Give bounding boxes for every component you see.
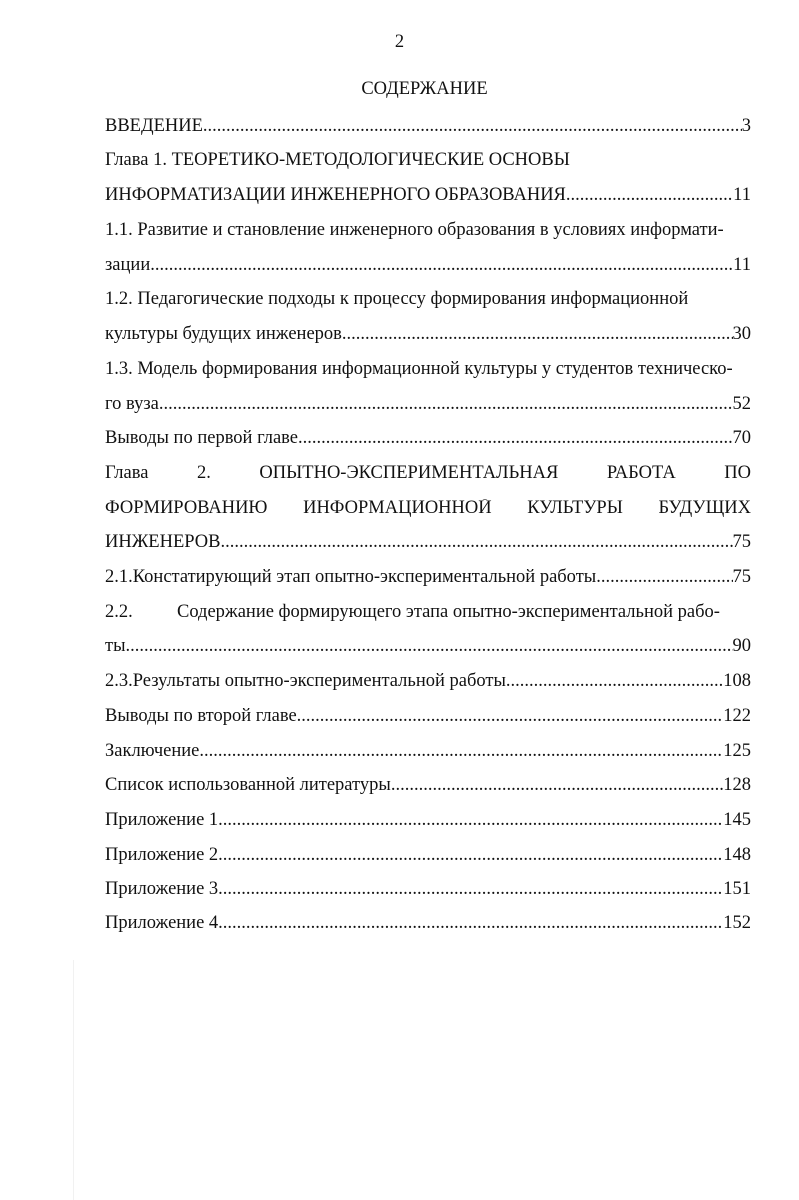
- toc-label: Глава 1. ТЕОРЕТИКО-МЕТОДОЛОГИЧЕСКИЕ ОСНОВЫ: [105, 151, 570, 170]
- toc-label: 1.1. Развитие и становление инженерного образования в условиях информати-: [105, 221, 724, 240]
- toc-entry-appendix-4: [105, 914, 751, 933]
- toc-entry-chapter2-title: [105, 464, 751, 483]
- toc-entry-conclusions-2: [105, 707, 751, 726]
- toc-label: ИНЖЕНЕРОВ: [105, 533, 221, 552]
- toc-page: 30: [732, 325, 751, 344]
- toc-entry-intro: [105, 117, 751, 136]
- toc-entry-references: [105, 776, 751, 795]
- toc-page: 148: [723, 846, 751, 865]
- toc-entry-2-3: [105, 672, 751, 691]
- toc-label: 1.2. Педагогические подходы к процессу формирования информационной: [105, 290, 689, 309]
- toc-page: 70: [732, 429, 751, 448]
- toc-entry-appendix-1: [105, 811, 751, 830]
- toc-entry-chapter2-title-cont: [105, 499, 751, 518]
- toc-number: 2.3.: [105, 672, 133, 691]
- toc-entry-chapter1: [105, 186, 751, 205]
- toc-entry-conclusions-1: [105, 429, 751, 448]
- toc-label: Заключение: [105, 742, 200, 761]
- toc-page: 52: [732, 395, 751, 414]
- toc-entry-2-1: [105, 568, 751, 587]
- toc-page: 75: [732, 568, 751, 587]
- toc-label: 1.3. Модель формирования информационной культуры у студентов техническо-: [105, 360, 733, 379]
- toc-label: Выводы по второй главе: [105, 707, 297, 726]
- toc-entry-1-2-title: [105, 290, 751, 309]
- toc-label: Содержание формирующего этапа опытно-экспериментальной рабо-: [177, 603, 720, 622]
- toc-page: 11: [733, 256, 751, 275]
- toc-label: Приложение 1: [105, 811, 219, 830]
- toc-label: Результаты опытно-экспериментальной работы: [132, 672, 506, 691]
- toc-entry-1-1: [105, 256, 751, 275]
- toc-page: 122: [723, 707, 751, 726]
- toc-label: Приложение 2: [105, 846, 219, 865]
- toc-page: 108: [723, 672, 751, 691]
- toc-label: ФОРМИРОВАНИЮ ИНФОРМАЦИОННОЙ КУЛЬТУРЫ БУДУЩИХ: [105, 499, 751, 518]
- toc-entry-chapter2: [105, 533, 751, 552]
- toc-label: культуры будущих инженеров: [105, 325, 342, 344]
- page-number: 2: [394, 32, 405, 52]
- toc-label: ВВЕДЕНИЕ: [105, 117, 203, 136]
- toc-label: Список использованной литературы: [105, 776, 391, 795]
- toc-entry-1-1-title: [105, 221, 751, 240]
- toc-entry-chapter1-title: [105, 151, 751, 170]
- toc-label: Приложение 4: [105, 914, 219, 933]
- toc-page: 128: [723, 776, 751, 795]
- scan-artifact-line: [73, 960, 74, 1200]
- toc-page: 125: [723, 742, 751, 761]
- toc-page: 151: [723, 880, 751, 899]
- toc-entry-2-2-title: [105, 603, 751, 622]
- toc-page: 145: [723, 811, 751, 830]
- toc-number: 2.1.: [105, 568, 133, 587]
- toc-entry-2-2: [105, 637, 751, 656]
- toc-label: Глава 2. ОПЫТНО-ЭКСПЕРИМЕНТАЛЬНАЯ РАБОТА ПО: [105, 464, 751, 483]
- toc-label: Констатирующий этап опытно-экспериментальной работы: [132, 568, 597, 587]
- toc-entry-1-3: [105, 395, 751, 414]
- toc-page: 11: [733, 186, 751, 205]
- toc-entry-conclusion: [105, 742, 751, 761]
- toc-page: 90: [732, 637, 751, 656]
- toc-entry-1-3-title: [105, 360, 751, 379]
- toc-page: 3: [741, 117, 751, 136]
- toc-label: Приложение 3: [105, 880, 219, 899]
- toc-label: го вуза: [105, 395, 159, 414]
- toc-heading: СОДЕРЖАНИЕ: [361, 79, 488, 99]
- toc-entry-appendix-3: [105, 880, 751, 899]
- toc-number: 2.2.: [105, 603, 133, 622]
- toc-label: ИНФОРМАТИЗАЦИИ ИНЖЕНЕРНОГО ОБРАЗОВАНИЯ: [105, 186, 566, 205]
- toc-entry-appendix-2: [105, 846, 751, 865]
- toc-page: 152: [723, 914, 751, 933]
- toc-entry-1-2: [105, 325, 751, 344]
- toc-label: Выводы по первой главе: [105, 429, 299, 448]
- toc-label: ты: [105, 637, 126, 656]
- toc-label: зации: [105, 256, 151, 275]
- toc-page: 75: [732, 533, 751, 552]
